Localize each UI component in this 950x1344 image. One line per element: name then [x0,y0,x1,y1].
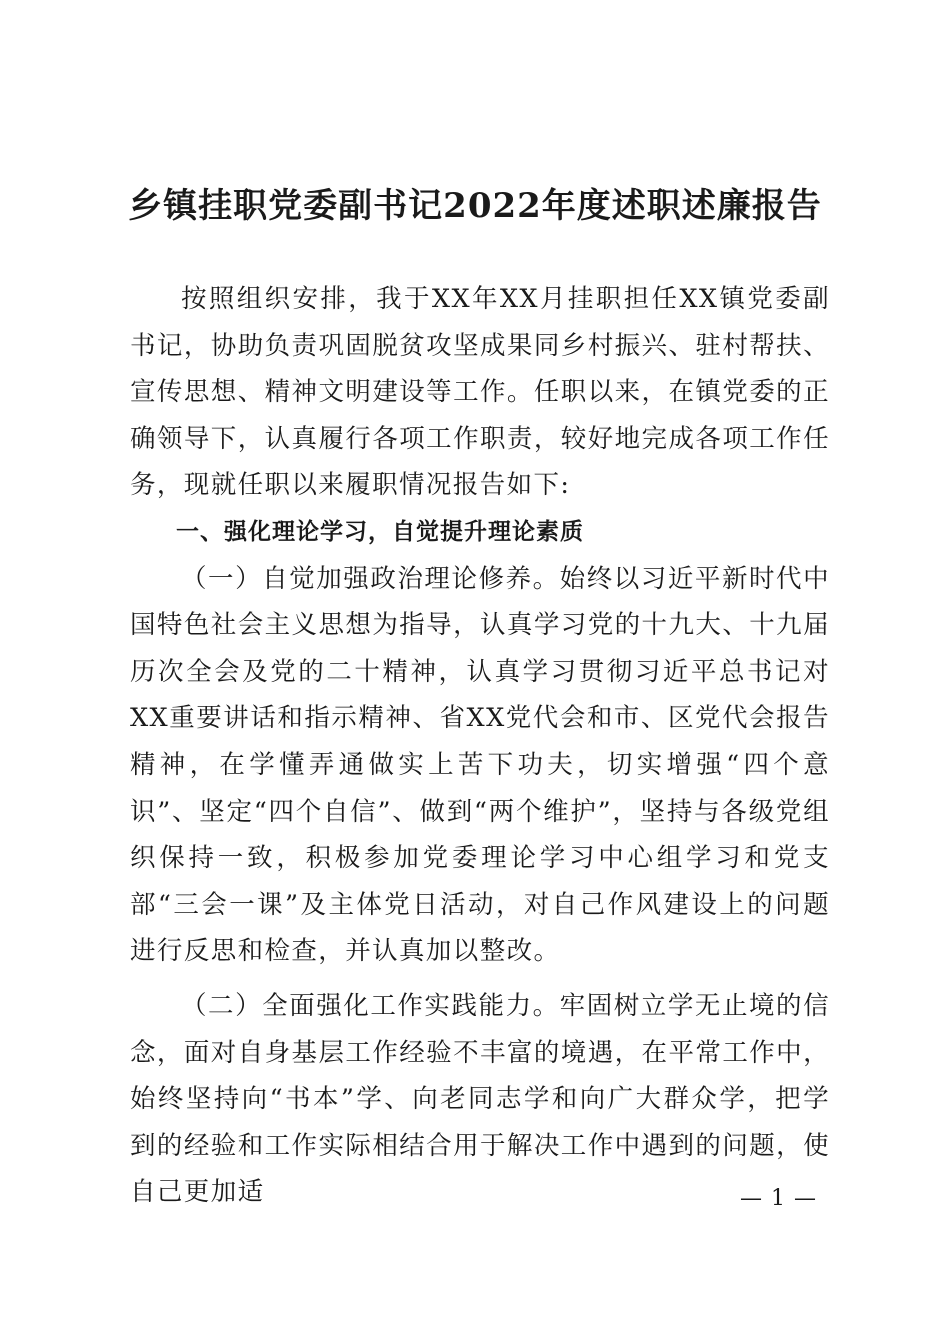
section-heading-1: 一、强化理论学习，自觉提升理论素质 [176,518,584,545]
page-number: — 1 — [740,1186,817,1211]
document-title: 乡镇挂职党委副书记2022年度述职述廉报告 [128,186,822,226]
subsection-paragraph-2: （二）全面强化工作实践能力。牢固树立学无止境的信念，面对自身基层工作经验不丰富的境遇，在平常工作中，始终坚持向“书本”学、向老同志学和向广大群众学，把学到的经验和工作实际相结合用于解决工作中遇到的问题，使自己更加适 [130,990,830,1208]
document-body [130,276,830,1216]
intro-paragraph: 按照组织安排，我于XX年XX月挂职担任XX镇党委副书记，协助负责巩固脱贫攻坚成果同乡村振兴、驻村帮扶、宣传思想、精神文明建设等工作。任职以来，在镇党委的正确领导下，认真履行各项工作职责，较好地完成各项工作任务，现就任职以来履职情况报告如下: [130,284,830,501]
subsection-paragraph-1: （一）自觉加强政治理论修养。始终以习近平新时代中国特色社会主义思想为指导，认真学习党的十九大、十九届历次全会及党的二十精神，认真学习贯彻习近平总书记对XX重要讲话和指示精神、省XX党代会和市、区党代会报告精神，在学懂弄通做实上苦下功夫，切实增强“四个意识”、坚定“四个自信”、做到“两个维护”，坚持与各级党组织保持一致，积极参加党委理论学习中心组学习和党支部“三会一课”及主体党日活动，对自己作风建设上的问题进行反思和检查，并认真加以整改。 [130,563,830,967]
